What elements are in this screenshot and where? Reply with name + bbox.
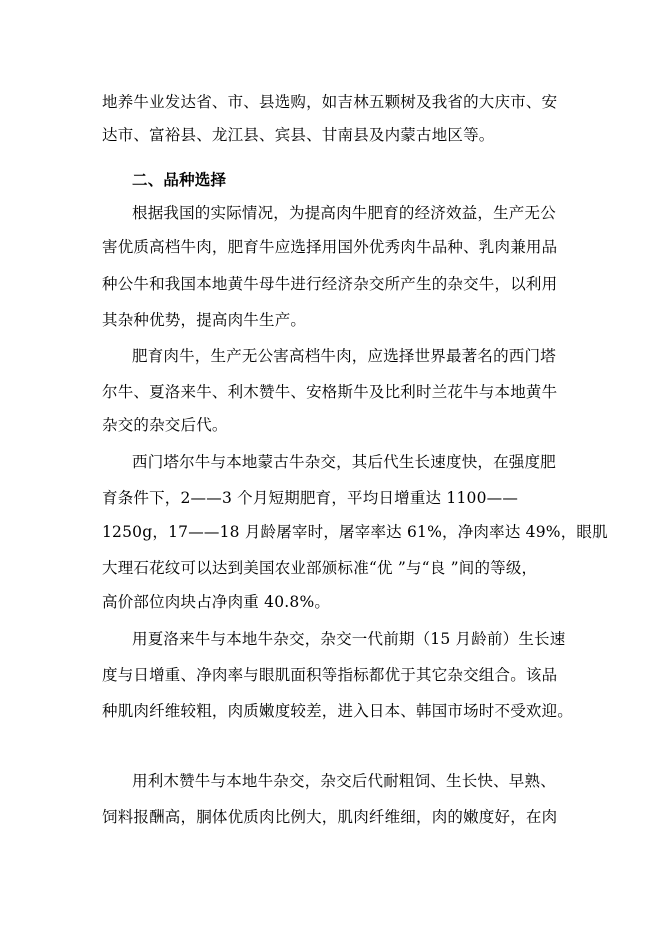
text-line-11: 西门塔尔牛与本地蒙古牛杂交，其后代生长速度快，在强度肥 [132, 453, 556, 471]
text-line-4: 根据我国的实际情况，为提高肉牛肥育的经济效益，生产无公 [132, 204, 556, 222]
text-line-5: 害优质高档牛肉，肥育牛应选择用国外优秀肉牛品种、乳肉兼用品 [102, 238, 558, 256]
text-line-18: 种肌肉纤维较粗，肉质嫩度较差，进入日本、韩国市场时不受欢迎。 [102, 702, 574, 720]
text-line-9: 尔牛、夏洛来牛、利木赞牛、安格斯牛及比利时兰花牛与本地黄牛 [102, 383, 558, 401]
text-line-17: 度与日增重、净肉率与眼肌面积等指标都优于其它杂交组合。该品 [102, 666, 558, 684]
text-line-6: 种公牛和我国本地黄牛母牛进行经济杂交所产生的杂交牛，以利用 [102, 275, 558, 293]
text-line-7: 其杂种优势，提高肉牛生产。 [102, 311, 307, 329]
text-line-2: 达市、富裕县、龙江县、宾县、甘南县及内蒙古地区等。 [102, 126, 495, 144]
text-line-16: 用夏洛来牛与本地牛杂交，杂交一代前期（15 月龄前）生长速 [132, 630, 566, 648]
text-line-12: 育条件下，2——3 个月短期肥育，平均日增重达 1100—— [102, 489, 519, 507]
section-heading: 二、品种选择 [132, 170, 227, 189]
text-line-15: 高价部位肉块占净肉重 40.8%。 [102, 593, 331, 611]
text-line-13: 1250g，17——18 月龄屠宰时，屠宰率达 61%，净肉率达 49%，眼肌 [102, 523, 608, 541]
text-line-10: 杂交的杂交后代。 [102, 416, 228, 434]
text-line-14: 大理石花纹可以达到美国农业部颁标准“优 ”与“良 ”间的等级， [102, 559, 538, 577]
text-line-1: 地养牛业发达省、市、县选购，如吉林五颗树及我省的大庆市、安 [102, 93, 558, 111]
text-line-19: 用利木赞牛与本地牛杂交，杂交后代耐粗饲、生长快、早熟、 [132, 772, 556, 790]
text-line-8: 肥育肉牛，生产无公害高档牛肉，应选择世界最著名的西门塔 [132, 347, 556, 365]
text-line-20: 饲料报酬高，胴体优质肉比例大，肌肉纤维细，肉的嫩度好，在肉 [102, 808, 558, 826]
